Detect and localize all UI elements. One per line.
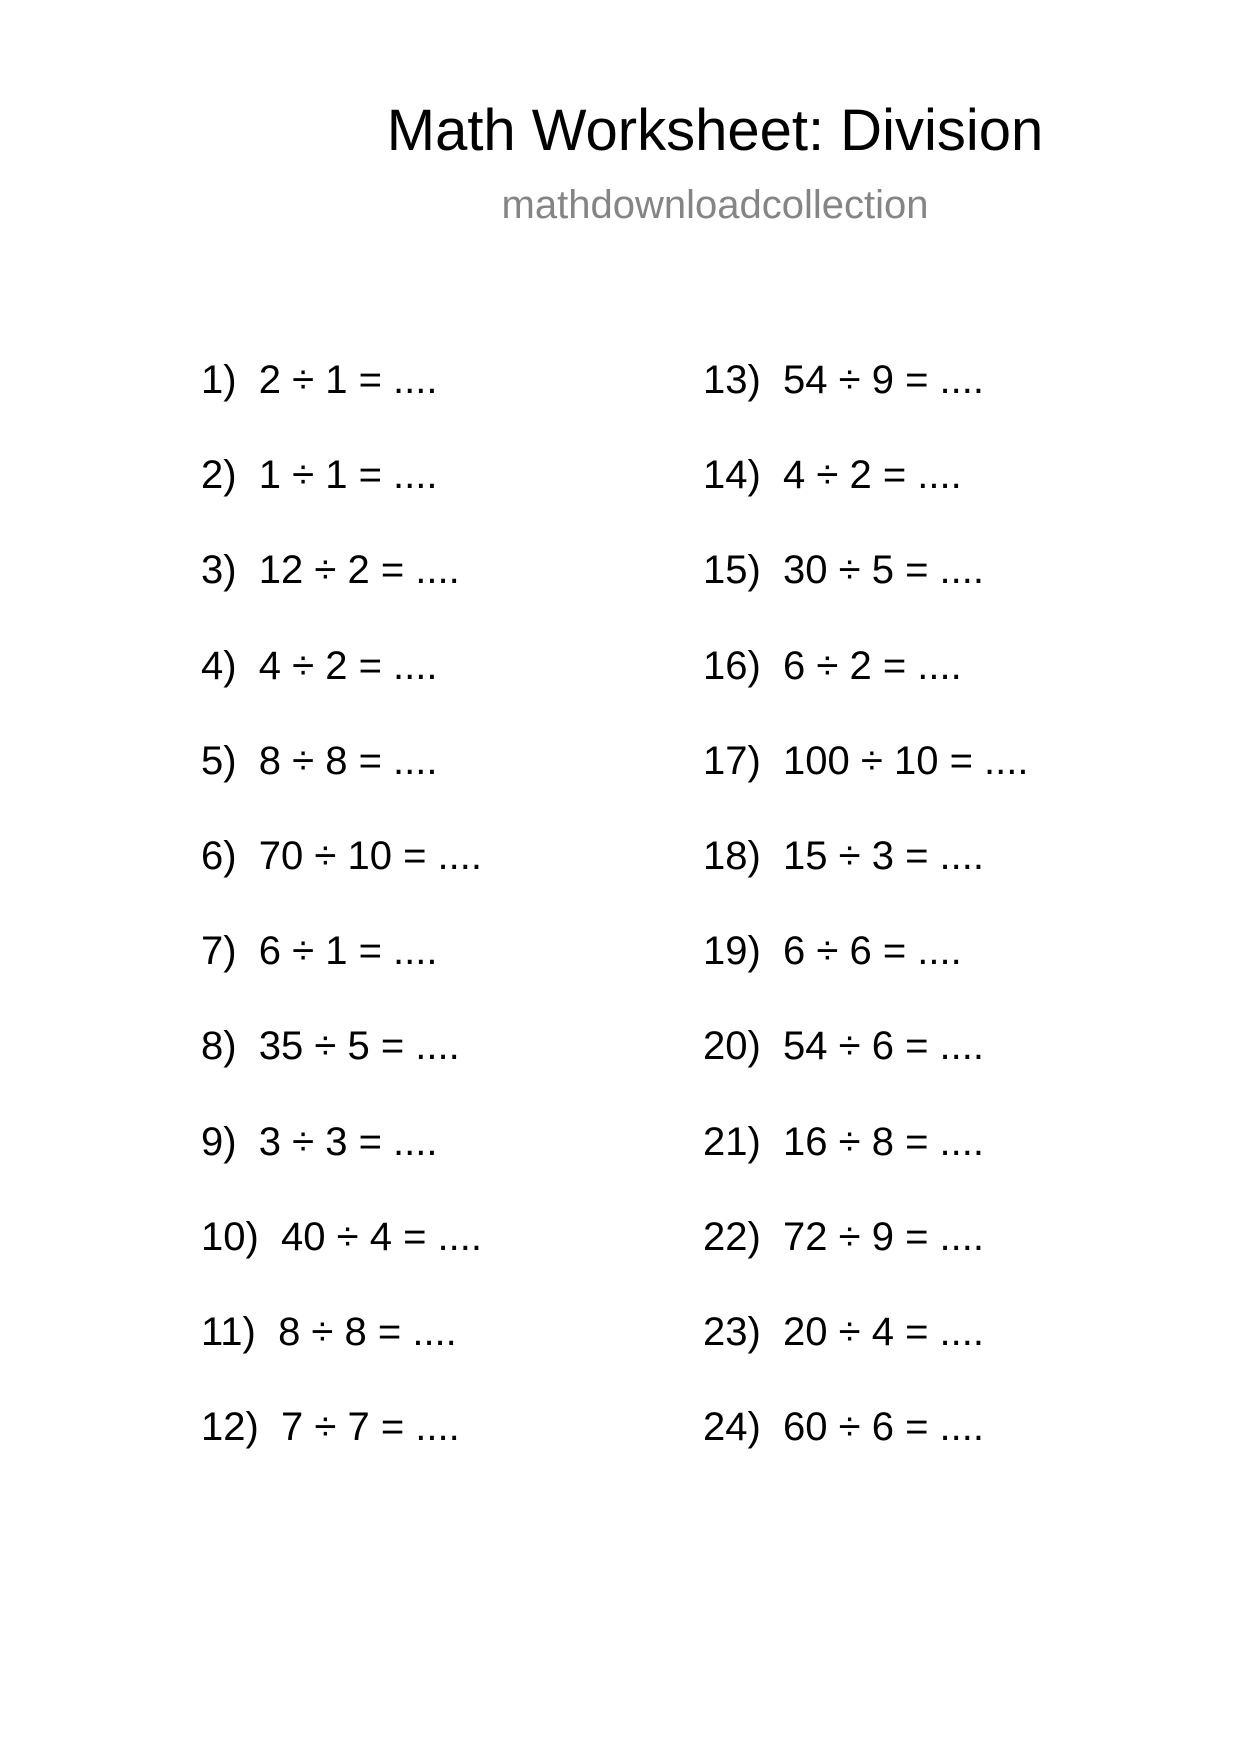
problem-column-left xyxy=(201,350,482,1492)
problem-item: 18) 15 ÷ 3 = .... xyxy=(703,833,984,878)
problem-item: 2) 1 ÷ 1 = .... xyxy=(201,453,438,498)
problem-item: 11) 8 ÷ 8 = .... xyxy=(201,1309,457,1354)
problem-item: 20) 54 ÷ 6 = .... xyxy=(703,1024,984,1069)
problem-item: 22) 72 ÷ 9 = .... xyxy=(703,1214,984,1259)
problem-item: 16) 6 ÷ 2 = .... xyxy=(703,643,962,688)
problem-item: 6) 70 ÷ 10 = .... xyxy=(201,833,482,878)
problem-item: 14) 4 ÷ 2 = .... xyxy=(703,453,962,498)
problem-item: 12) 7 ÷ 7 = .... xyxy=(201,1405,460,1450)
problem-item: 19) 6 ÷ 6 = .... xyxy=(703,929,962,974)
problem-item: 1) 2 ÷ 1 = .... xyxy=(201,358,438,402)
problem-item: 13) 54 ÷ 9 = .... xyxy=(703,358,984,402)
problem-item: 9) 3 ÷ 3 = .... xyxy=(201,1119,438,1164)
page-title: Math Worksheet: Division xyxy=(386,98,1044,163)
problem-item: 10) 40 ÷ 4 = .... xyxy=(201,1214,482,1259)
problem-column-right xyxy=(703,350,1029,1492)
problem-item: 7) 6 ÷ 1 = .... xyxy=(201,929,438,974)
page-subtitle: mathdownloadcollection xyxy=(501,183,929,227)
problem-item: 24) 60 ÷ 6 = .... xyxy=(703,1405,984,1450)
problem-item: 21) 16 ÷ 8 = .... xyxy=(703,1119,984,1164)
problem-item: 8) 35 ÷ 5 = .... xyxy=(201,1024,460,1069)
problem-item: 23) 20 ÷ 4 = .... xyxy=(703,1309,984,1354)
problem-item: 5) 8 ÷ 8 = .... xyxy=(201,738,438,783)
problem-item: 17) 100 ÷ 10 = .... xyxy=(703,738,1029,783)
problem-item: 15) 30 ÷ 5 = .... xyxy=(703,548,984,593)
problem-item: 4) 4 ÷ 2 = .... xyxy=(201,643,438,688)
problem-item: 3) 12 ÷ 2 = .... xyxy=(201,548,460,593)
